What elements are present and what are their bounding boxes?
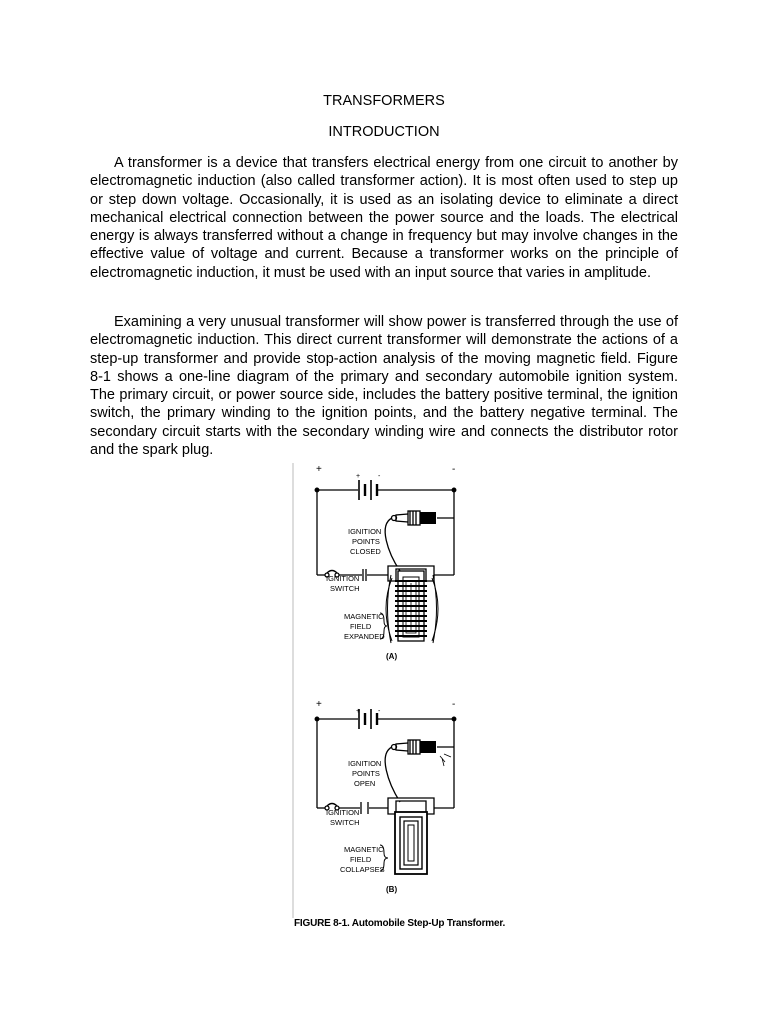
ignition-diagram <box>292 463 476 918</box>
panel-a-label: (A) <box>386 652 398 661</box>
panel-b <box>315 699 456 894</box>
spark-icon <box>440 754 451 766</box>
coil-icon <box>386 566 438 643</box>
cell-minus-label: - <box>378 708 381 715</box>
coil-icon <box>388 798 434 874</box>
switch-label-1: IGNITION <box>326 808 360 817</box>
figure-8-1 <box>292 463 476 933</box>
field-label-1: MAGNETIC <box>344 612 384 621</box>
points-label-1: IGNITION <box>348 527 382 536</box>
ignition-switch-icon <box>327 571 337 574</box>
points-label-3: CLOSED <box>350 547 381 556</box>
switch-label-1: IGNITION <box>326 574 360 583</box>
switch-label-2: SWITCH <box>330 818 360 827</box>
paragraph-2: Examining a very unusual transformer will show power is transferred through the use of electromagnetic induction. This direct current transformer will demonstrate the actions of a step-up transformer and provide stop-action analysis of the moving magnetic field. Figure 8-1 shows a one-line diagram of the primary and secondary automobile ignition system. The primary circuit, or power source side, includes the battery positive terminal, the ignition switch, the primary winding to the ignition points, and the battery negative terminal. The secondary circuit starts with the secondary winding wire and connects the distributor rotor and the spark plug. <box>90 314 678 459</box>
cell-plus-label: + <box>356 473 361 480</box>
points-label-2: POINTS <box>352 769 380 778</box>
battery-plus-label: + <box>316 464 322 475</box>
field-label-3: EXPANDED <box>344 632 385 641</box>
field-label-3: COLLAPSES <box>340 865 385 874</box>
figure-caption: FIGURE 8-1. Automobile Step-Up Transformer. <box>294 918 506 929</box>
paragraph-1: A transformer is a device that transfers electrical energy from one circuit to another by electromagnetic induction (also called transformer action). It is most often used to step up or step down voltage. Occasionally, it is used as an isolating device to eliminate a direct mechanical electrical connection between the power source and the loads. The electrical energy is always transferred without a change in frequency but may involve changes in the effective value of voltage and current. Because a transformer works on the principle of electromagnetic induction, it must be used with an input source that varies in amplitude. <box>90 155 678 281</box>
ignition-switch-icon <box>327 804 337 807</box>
points-label-2: POINTS <box>352 537 380 546</box>
section-heading: INTRODUCTION <box>328 124 440 140</box>
battery-minus-label: - <box>452 699 456 710</box>
spark-plug-icon <box>392 511 455 525</box>
battery-minus-label: - <box>452 464 456 475</box>
field-label-2: FIELD <box>350 855 372 864</box>
field-label-1: MAGNETIC <box>344 845 384 854</box>
panel-a <box>315 464 456 661</box>
spark-plug-icon <box>392 740 455 766</box>
document-title: TRANSFORMERS <box>323 93 445 109</box>
panel-b-label: (B) <box>386 885 398 894</box>
switch-label-2: SWITCH <box>330 584 360 593</box>
points-label-3: OPEN <box>354 779 376 788</box>
points-label-1: IGNITION <box>348 759 382 768</box>
battery-plus-label: + <box>316 699 322 710</box>
cell-minus-label: - <box>378 473 381 480</box>
cell-plus-label: + <box>356 708 361 715</box>
field-label-2: FIELD <box>350 622 372 631</box>
